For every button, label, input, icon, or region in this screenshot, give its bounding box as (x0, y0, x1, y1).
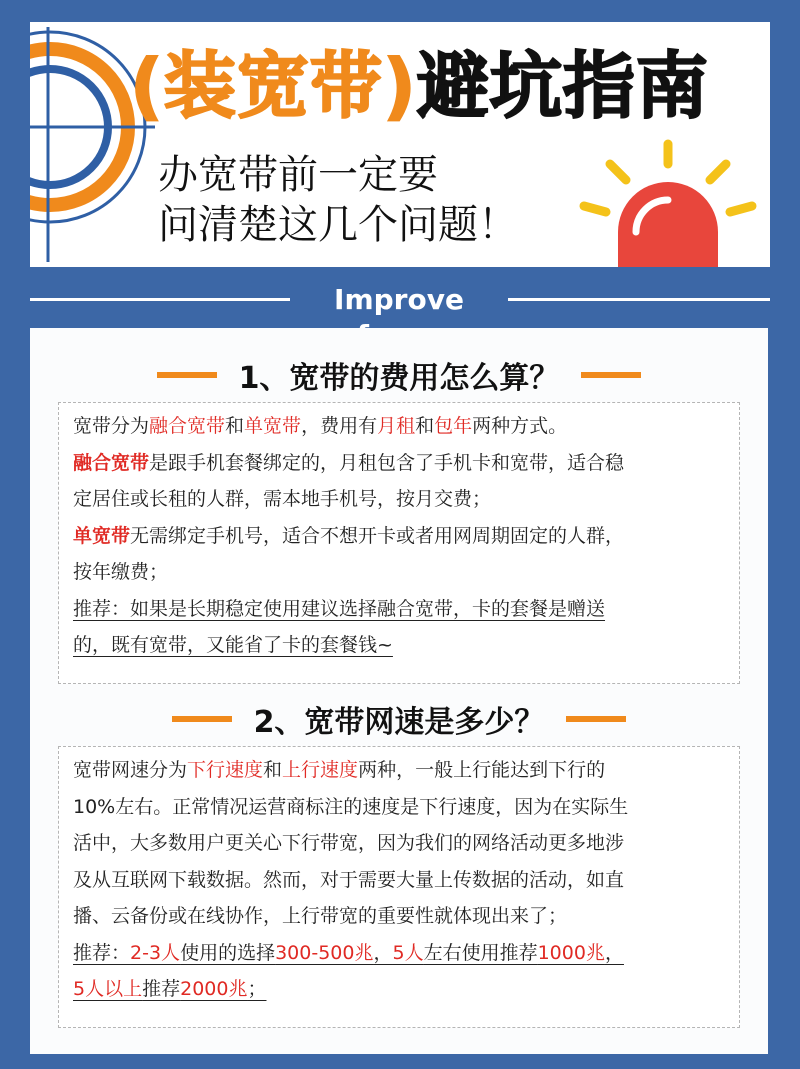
s2-text: 使用的选择 (180, 941, 276, 964)
s1-line-2 (73, 445, 725, 482)
s2-line-7 (73, 971, 725, 1008)
s2-text: 两种，一般上行能达到下行的 (358, 759, 606, 781)
banner-line-right (508, 298, 770, 301)
s2-text: 推荐： (73, 941, 131, 964)
s1-highlight: 包年 (434, 415, 473, 437)
s2-line-3: 活中，大多数用户更关心下行带宽，因为我们的网络活动更多地涉 (73, 832, 625, 854)
s2-text: 宽带网速分为 (73, 759, 188, 781)
s1-highlight: 月租 (377, 415, 416, 437)
s2-line-1 (73, 752, 725, 789)
s2-recommendation (73, 942, 624, 964)
heading-dash-right (581, 372, 641, 378)
title-part-black: 避坑指南 (416, 44, 709, 128)
banner-line-left (30, 298, 290, 301)
s2-highlight: 300-500兆 (275, 941, 374, 964)
s1-highlight-bold: 单宽带 (73, 524, 131, 547)
s1-line-7 (73, 627, 725, 664)
s2-highlight: 2-3人 (130, 941, 181, 964)
s2-line-5: 播、云备份或在线协作，上行带宽的重要性就体现出来了； (73, 905, 568, 927)
s1-recommendation: 的，既有宽带，又能省了卡的套餐钱~ (73, 634, 393, 656)
section-2-heading: 2、宽带网速是多少？ (253, 705, 545, 740)
section-2-box (58, 746, 740, 1028)
s1-text: 和 (415, 415, 435, 437)
section-1-heading-row (30, 350, 768, 400)
s2-highlight: 5人 (392, 941, 424, 964)
banner (0, 276, 800, 324)
title-part-orange: (装宽带) (130, 44, 417, 128)
content-card (30, 328, 768, 1054)
s1-recommendation: 推荐：如果是长期稳定使用建议选择融合宽带，卡的套餐是赠送 (73, 597, 606, 620)
s1-highlight-bold: 融合宽带 (73, 451, 150, 474)
s1-text: ，费用有 (301, 415, 378, 437)
s2-text: 和 (263, 759, 283, 781)
section-1-heading: 1、宽带的费用怎么算？ (238, 361, 560, 396)
s2-highlight: 1000兆 (537, 941, 605, 964)
s1-line-1 (73, 408, 725, 445)
s2-highlight: 2000兆 (180, 978, 248, 1000)
section-1-box (58, 402, 740, 684)
page-title (130, 44, 709, 128)
s1-line-4 (73, 518, 725, 555)
s1-line-5: 按年缴费； (73, 561, 169, 583)
section-2-heading-row (30, 694, 768, 744)
s2-highlight: 下行速度 (187, 759, 264, 781)
s1-highlight: 单宽带 (244, 415, 302, 437)
s2-text: ， (604, 941, 624, 964)
s2-text: ； (247, 978, 267, 1000)
s1-highlight: 融合宽带 (149, 415, 226, 437)
banner-text: Improve (334, 283, 464, 316)
s2-line-2: 10%左右。正常情况运营商标注的速度是下行速度，因为在实际生 (73, 795, 629, 818)
s2-text: 左右使用推荐 (423, 941, 538, 964)
s2-line-6 (73, 935, 725, 972)
subtitle-line-2: 问清楚这几个问题！ (158, 202, 518, 248)
s1-text: 和 (225, 415, 245, 437)
header-card (30, 22, 770, 267)
subtitle-line-1: 办宽带前一定要 (158, 152, 438, 198)
heading-dash-right (566, 716, 626, 722)
s2-line-4: 及从互联网下载数据。然而，对于需要大量上传数据的活动，如直 (73, 868, 625, 891)
s1-text: 两种方式。 (472, 415, 568, 437)
s1-text: 是跟手机套餐绑定的，月租包含了手机卡和宽带，适合稳 (149, 451, 625, 474)
s1-text: 宽带分为 (73, 415, 150, 437)
s1-line-3: 定居住或长租的人群，需本地手机号，按月交费； (73, 488, 492, 510)
heading-dash-left (172, 716, 232, 722)
s2-recommendation (73, 978, 266, 1000)
s2-highlight: 上行速度 (282, 759, 359, 781)
s1-line-6 (73, 591, 725, 628)
subtitle (158, 150, 518, 250)
heading-dash-left (157, 372, 217, 378)
alarm-siren-icon (576, 134, 766, 267)
s2-text: 推荐 (142, 978, 181, 1000)
s2-text: ， (373, 941, 393, 964)
s2-highlight: 5人以上 (73, 978, 143, 1000)
s1-text: 无需绑定手机号，适合不想开卡或者用网周期固定的人群， (130, 524, 625, 547)
